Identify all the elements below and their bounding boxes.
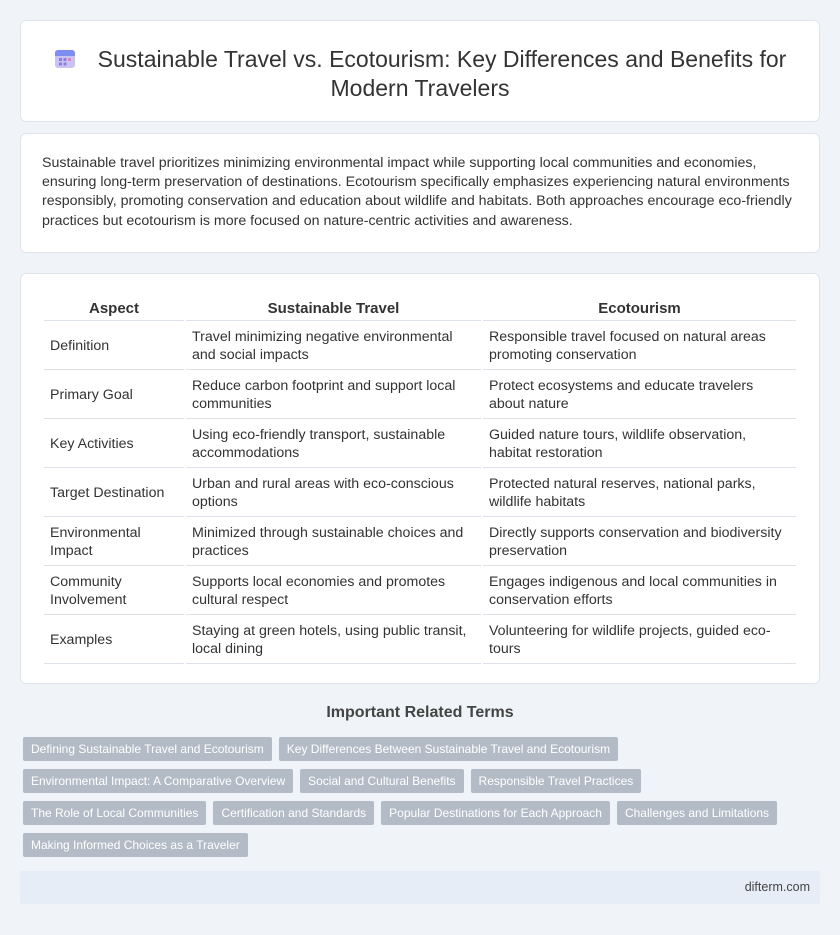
- related-term-tag[interactable]: The Role of Local Communities: [23, 801, 206, 825]
- table-cell-ecotourism: Guided nature tours, wildlife observation, habitat restoration: [483, 419, 796, 468]
- comparison-table: [42, 295, 798, 664]
- footer-bar: [20, 871, 820, 904]
- footer-site-link[interactable]: difterm.com: [744, 880, 810, 894]
- table-row: [44, 419, 796, 468]
- table-cell-sustainable: Urban and rural areas with eco-conscious options: [186, 468, 481, 517]
- table-cell-sustainable: Minimized through sustainable choices and practices: [186, 517, 481, 566]
- related-term-tag[interactable]: Defining Sustainable Travel and Ecotourism: [23, 737, 272, 761]
- table-cell-ecotourism: Responsible travel focused on natural areas promoting conservation: [483, 321, 796, 370]
- related-terms-list: [23, 737, 813, 857]
- column-header-ecotourism: Ecotourism: [483, 295, 796, 321]
- table-cell-ecotourism: Volunteering for wildlife projects, guided eco-tours: [483, 615, 796, 664]
- table-cell-sustainable: Travel minimizing negative environmental and social impacts: [186, 321, 481, 370]
- table-header-row: [44, 295, 796, 321]
- table-row: [44, 321, 796, 370]
- table-cell-aspect: Examples: [44, 615, 184, 664]
- intro-card: [20, 133, 820, 253]
- table-cell-ecotourism: Protected natural reserves, national parks, wildlife habitats: [483, 468, 796, 517]
- table-row: [44, 468, 796, 517]
- related-term-tag[interactable]: Challenges and Limitations: [617, 801, 777, 825]
- table-cell-aspect: Target Destination: [44, 468, 184, 517]
- related-terms-heading: Important Related Terms: [326, 704, 514, 721]
- comparison-table-card: [20, 273, 820, 684]
- table-row: [44, 370, 796, 419]
- header-card: [20, 20, 820, 122]
- table-cell-aspect: Definition: [44, 321, 184, 370]
- related-term-tag[interactable]: Popular Destinations for Each Approach: [381, 801, 610, 825]
- related-term-tag[interactable]: Certification and Standards: [213, 801, 374, 825]
- table-cell-sustainable: Staying at green hotels, using public transit, local dining: [186, 615, 481, 664]
- column-header-aspect: Aspect: [44, 295, 184, 321]
- related-term-tag[interactable]: Responsible Travel Practices: [471, 769, 642, 793]
- table-cell-aspect: Primary Goal: [44, 370, 184, 419]
- table-cell-sustainable: Reduce carbon footprint and support local communities: [186, 370, 481, 419]
- table-cell-aspect: Key Activities: [44, 419, 184, 468]
- table-cell-aspect: Environmental Impact: [44, 517, 184, 566]
- calendar-grid-icon: [54, 47, 76, 69]
- table-cell-aspect: Community Involvement: [44, 566, 184, 615]
- page-title-wrap: [21, 45, 819, 103]
- table-row: [44, 566, 796, 615]
- table-cell-ecotourism: Engages indigenous and local communities in conservation efforts: [483, 566, 796, 615]
- column-header-sustainable-travel: Sustainable Travel: [186, 295, 481, 321]
- table-cell-sustainable: Using eco-friendly transport, sustainable accommodations: [186, 419, 481, 468]
- table-row: [44, 615, 796, 664]
- table-row: [44, 517, 796, 566]
- related-term-tag[interactable]: Social and Cultural Benefits: [300, 769, 463, 793]
- related-term-tag[interactable]: Making Informed Choices as a Traveler: [23, 833, 248, 857]
- table-cell-ecotourism: Directly supports conservation and biodiversity preservation: [483, 517, 796, 566]
- page-title: Sustainable Travel vs. Ecotourism: Key Differences and Benefits for Modern Travelers: [97, 46, 787, 101]
- intro-paragraph: Sustainable travel prioritizes minimizing environmental impact while supporting local communities and economies, ensuring long-term preservation of destinations. Ecotourism specifically emphasizes experiencing natural environments responsibly, promoting conservation and education about wildlife and habitats. Both approaches encourage eco-friendly practices but ecotourism is more focused on nature-centric activities and awareness.: [42, 155, 792, 229]
- table-cell-sustainable: Supports local economies and promotes cultural respect: [186, 566, 481, 615]
- related-term-tag[interactable]: Key Differences Between Sustainable Travel and Ecotourism: [279, 737, 618, 761]
- related-term-tag[interactable]: Environmental Impact: A Comparative Overview: [23, 769, 293, 793]
- table-cell-ecotourism: Protect ecosystems and educate travelers about nature: [483, 370, 796, 419]
